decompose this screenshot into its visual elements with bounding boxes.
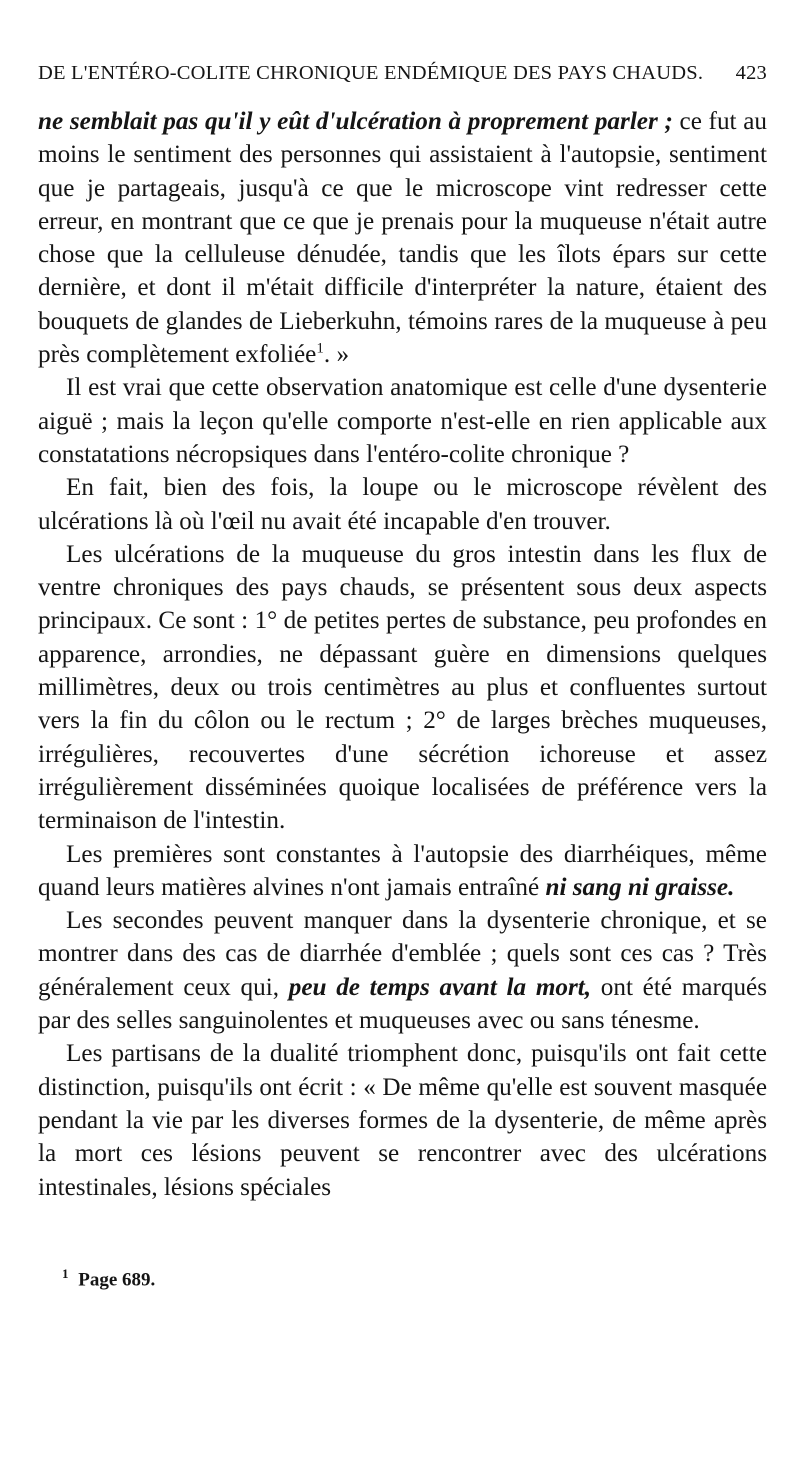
running-head — [38, 62, 767, 92]
paragraph — [38, 371, 767, 471]
page-number: 423 — [735, 62, 767, 84]
text-segment: ce fut au moins le sentiment des personnes qui assistaient à l'autopsie, sentiment que je partageais, jusqu'à ce que le microscope vint redresser cette erreur, en montrant que ce que je prenais pour la muqueuse n'était autre chose que la celluleuse dénudée, tandis que les îlots épars sur cette dernière, et dont il m'était difficile d'interpréter la nature, étaient des bouquets de glandes de Lieberkuhn, témoins rares de la muqueuse à peu près complètement exfoliée — [38, 108, 767, 369]
text-segment: . » — [323, 341, 350, 369]
text-segment: Les ulcérations de la muqueuse du gros intestin dans les flux de ventre chroniques des pays chauds, se présentent sous deux aspects principaux. Ce sont : 1° de petites pertes de substance, peu profondes en apparence, arrondies, ne dépassant guère en dimensions quelques millimètres, deux ou trois centimètres au plus et confluentes surtout vers la fin du côlon ou le rectum ; 2° de larges brèches muqueuses, irrégulières, recouvertes d'une sécrétion ichoreuse et assez irrégulièrement disséminées quoique localisées de préférence vers la terminaison de l'intestin. — [38, 540, 767, 835]
italic-text: ni sang ni graisse. — [545, 873, 735, 901]
paragraph — [38, 105, 767, 371]
text-segment: ont été marqués par des selles sanguinolentes et muqueuses avec ou sans ténesme. — [38, 973, 768, 1035]
footnote-mark: 1 — [62, 1266, 69, 1281]
text-segment: Les secondes peuvent manquer dans la dysenterie chronique, et se montrer dans des cas de diarrhée d'emblée ; quels sont ces cas ? Très généralement ceux qui, — [38, 907, 767, 1001]
paragraph — [38, 904, 767, 1037]
italic-text: peu de temps avant la mort, — [288, 973, 592, 1001]
text-segment: Il est vrai que cette observation anatomique est celle d'une dysenterie aiguë ; mais la leçon qu'elle comporte n'est-elle en rien applicable aux constatations nécropsiques dans l'entéro-colite chronique ? — [38, 374, 767, 468]
italic-text: ne semblait pas qu'il y eût d'ulcération à proprement parler ; — [38, 108, 673, 135]
body-text — [38, 105, 767, 1204]
footnote-text: Page 689. — [78, 1269, 156, 1291]
page — [38, 62, 767, 1204]
paragraph — [38, 538, 767, 838]
paragraph — [38, 838, 767, 905]
text-segment: Les premières sont constantes à l'autopsie des diarrhéiques, même quand leurs matières alvines n'ont jamais entraîné — [38, 840, 767, 901]
text-segment: Les partisans de la dualité triomphent donc, puisqu'ils ont fait cette distinction, puisqu'ils ont écrit : « De même qu'elle est souvent masquée pendant la vie par les diverses formes de la dysenterie, de même après la mort ces lésions peuvent se rencontrer avec des ulcérations intestinales, lésions spéciales — [38, 1040, 767, 1201]
paragraph — [38, 1037, 767, 1203]
text-segment: En fait, bien des fois, la loupe ou le microscope révèlent des ulcérations là où l'œil nu avait été incapable d'en trouver. — [38, 474, 767, 535]
footnote — [62, 1266, 155, 1291]
footnote-reference: 1 — [316, 340, 324, 357]
paragraph — [38, 471, 767, 538]
running-head-title: DE L'ENTÉRO-COLITE CHRONIQUE ENDÉMIQUE DES PAYS CHAUDS. — [38, 62, 704, 84]
